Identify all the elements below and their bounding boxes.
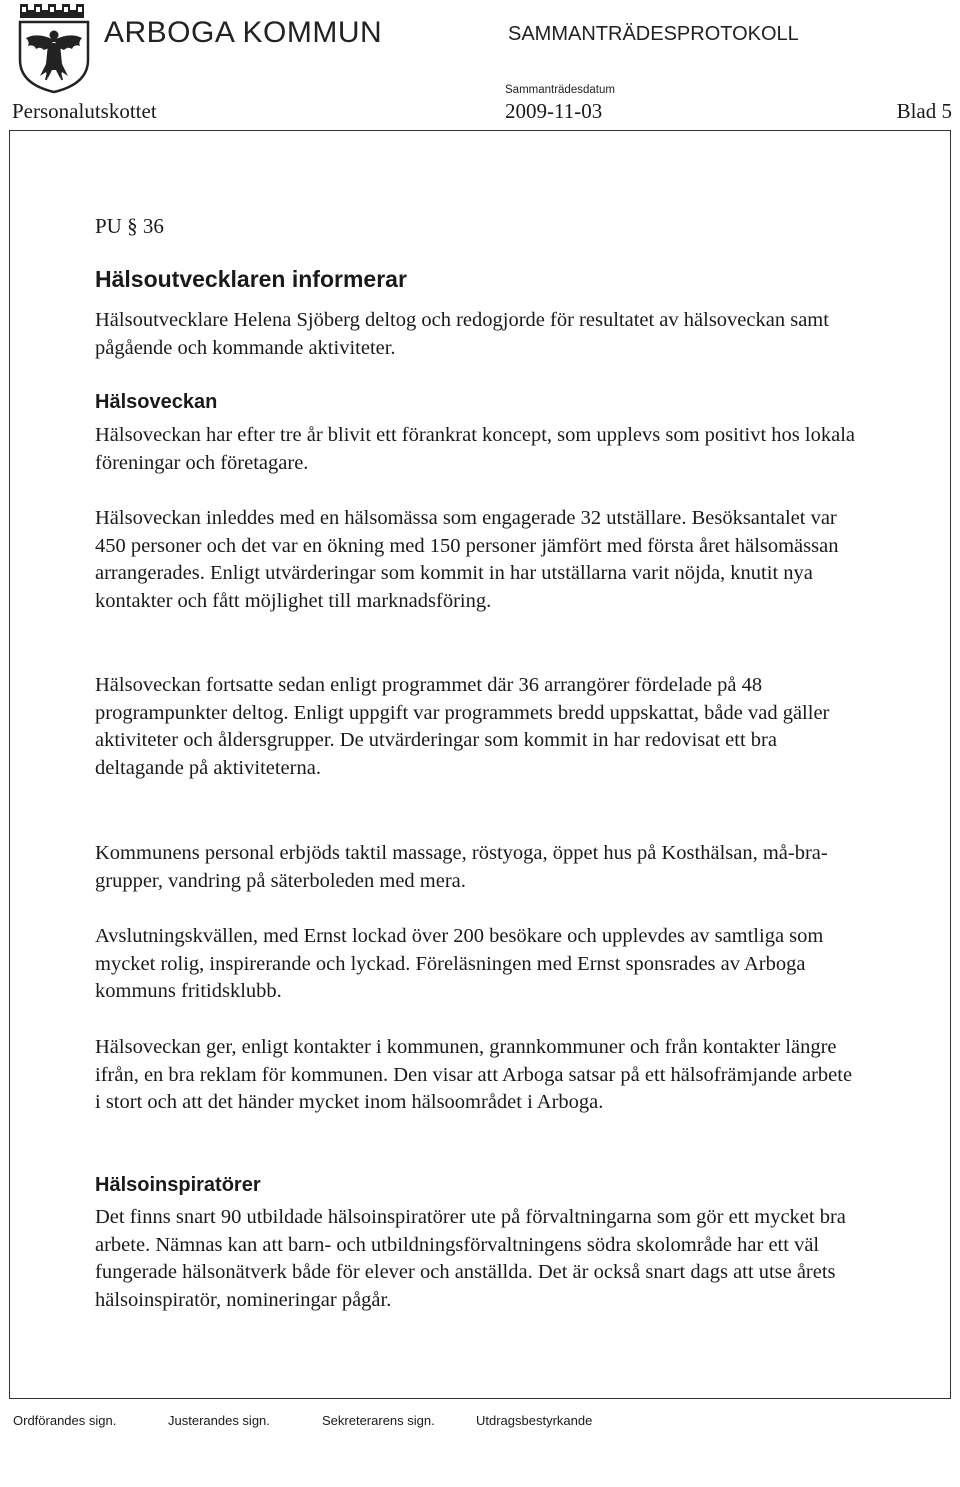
halsoveckan-paragraph-5: Avslutningskvällen, med Ernst lockad över 200 besökare och upplevdes av samtliga som mycket rolig, inspirerande och lyckad. Föreläsningen med Ernst sponsrades av Arboga kommuns fritidsklubb.	[95, 925, 824, 1003]
section-number: PU § 36	[95, 214, 164, 238]
coat-of-arms-icon	[16, 2, 92, 94]
committee-name: Personalutskottet	[12, 99, 157, 123]
halsoveckan-paragraph-4: Kommunens personal erbjöds taktil massage, röstyoga, öppet hus på Kosthälsan, må-bra-grupper, vandring på säterboleden med mera.	[95, 842, 828, 892]
page-number: Blad 5	[896, 99, 952, 123]
secretary-signature-label: Sekreterarens sign.	[322, 1413, 435, 1428]
halsoveckan-paragraph-6: Hälsoveckan ger, enligt kontakter i kommunen, grannkommuner och från kontakter längre ifrån, en bra reklam för kommunen. Den visar att Arboga satsar på ett hälsofrämjande arbete i stort och att det händer mycket inom hälsoområdet i Arboga.	[95, 1036, 853, 1114]
extract-certification-label: Utdragsbestyrkande	[476, 1413, 593, 1428]
heading-halsoinspiratorer: Hälsoinspiratörer	[95, 1174, 261, 1196]
halsoveckan-paragraph-3: Hälsoveckan fortsatte sedan enligt programmet där 36 arrangörer fördelade på 48 programpunkter deltog. Enligt uppgift var programmets bredd uppskattat, både vad gäller aktiviteter och åldersgrupper. De utvärderingar som kommit in har redovisat ett bra deltagande på aktiviteterna.	[95, 674, 830, 780]
meeting-date-label: Sammanträdesdatum	[505, 84, 615, 96]
halsoveckan-paragraph-1: Hälsoveckan har efter tre år blivit ett förankrat koncept, som upplevs som positivt hos lokala föreningar och företagare.	[95, 424, 856, 474]
chair-signature-label: Ordförandes sign.	[13, 1413, 117, 1428]
halsoveckan-paragraph-2: Hälsoveckan inleddes med en hälsomässa som engagerade 32 utställare. Besöksantalet var 450 personer och det var en ökning med 150 personer jämfört med första året hälsomässan arrangerades. Enligt utvärderingar som kommit in har utställarna varit nöjda, knutit nya kontakter och fått möjlighet till marknadsföring.	[95, 507, 839, 613]
halsoinspiratorer-paragraph: Det finns snart 90 utbildade hälsoinspiratörer ute på förvaltningarna som gör ett mycket bra arbete. Nämnas kan att barn- och utbildningsförvaltningens södra skolområde har ett väl fungerade hälsonätverk både för elever och anställda. Det är också snart dags att utse årets hälsoinspiratör, nomineringar pågår.	[95, 1206, 846, 1312]
intro-paragraph: Hälsoutvecklare Helena Sjöberg deltog och redogjorde för resultatet av hälsoveckan samt pågående och kommande aktiviteter.	[95, 309, 829, 359]
organization-name: ARBOGA KOMMUN	[104, 16, 383, 49]
meeting-date: 2009-11-03	[505, 99, 603, 123]
document-type: SAMMANTRÄDESPROTOKOLL	[508, 23, 799, 45]
adjuster-signature-label: Justerandes sign.	[168, 1413, 270, 1428]
section-title: Hälsoutvecklaren informerar	[95, 266, 407, 292]
heading-halsoveckan: Hälsoveckan	[95, 391, 218, 413]
